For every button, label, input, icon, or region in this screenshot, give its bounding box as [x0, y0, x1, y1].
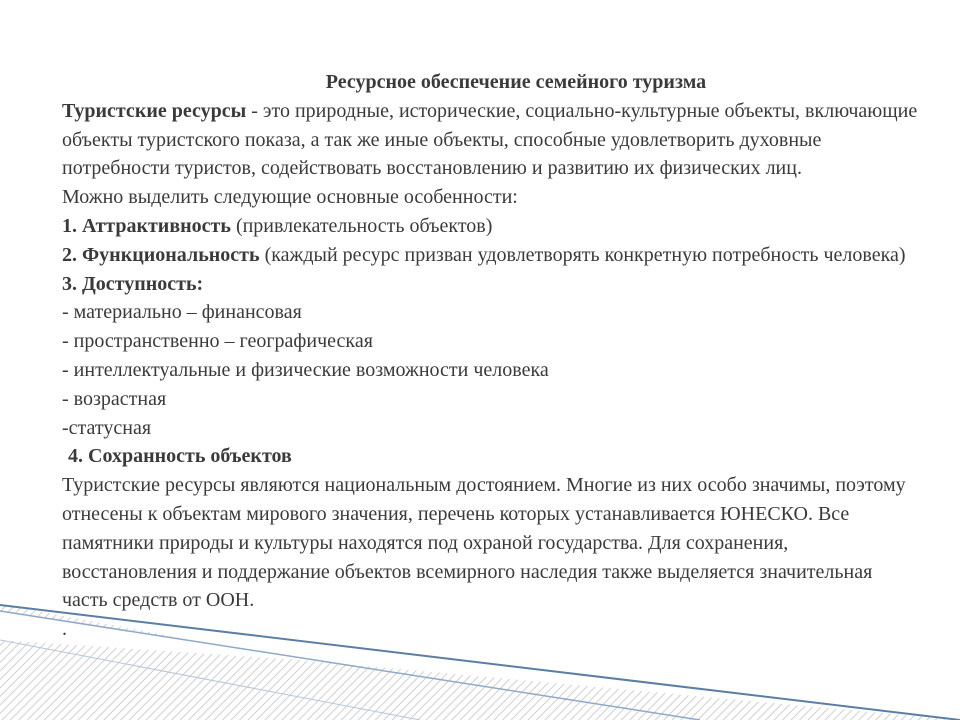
feature-1-title: 1. Аттрактивность [62, 214, 231, 237]
slide-content [62, 68, 922, 644]
feature-4-title: 4. Сохранность объектов [68, 445, 292, 468]
features-intro: Можно выделить следующие основные особенности: [62, 186, 518, 209]
access-item: - пространственно – географическая [62, 330, 373, 353]
access-item: -статусная [62, 416, 152, 439]
feature-1-text: (привлекательность объектов) [230, 214, 493, 237]
feature-item-4 [62, 442, 922, 471]
access-item: - возрастная [62, 387, 167, 410]
feature-3-title: 3. Доступность: [62, 272, 204, 295]
definition-term: Туристские ресурсы [62, 99, 247, 122]
feature-item-2 [62, 241, 922, 270]
slide-title: Ресурсное обеспечение семейного туризма [325, 71, 707, 93]
definition-text: - это природные, исторические, социально-культурные объекты, включающие объекты туристского показа, а так же иные объекты, способные удовлетворить духовные потребности туристов, содействовать восстановлению и развитию их физических лиц. [62, 99, 918, 180]
feature-2-title: 2. Функциональность [62, 243, 260, 266]
trailing-dot: . [62, 618, 67, 641]
definition-paragraph [62, 97, 922, 183]
access-item: - материально – финансовая [62, 301, 302, 324]
feature-2-text: (каждый ресурс призван удовлетворять конкретную потребность человека) [259, 243, 906, 266]
access-item: - интеллектуальные и физические возможности человека [62, 358, 549, 381]
conclusion-paragraph: Туристские ресурсы являются национальным достоянием. Многие из них особо значимы, поэтому отнесены к объектам мирового значения, перечень которых устанавливается ЮНЕСКО. Все памятники природы и культуры находятся под охраной государства. Для сохранения, восстановления и поддержание объектов всемирного наследия также выделяется значительная часть средств от ООН. [62, 474, 906, 612]
feature-item-1 [62, 212, 922, 241]
feature-item-3 [62, 270, 922, 299]
